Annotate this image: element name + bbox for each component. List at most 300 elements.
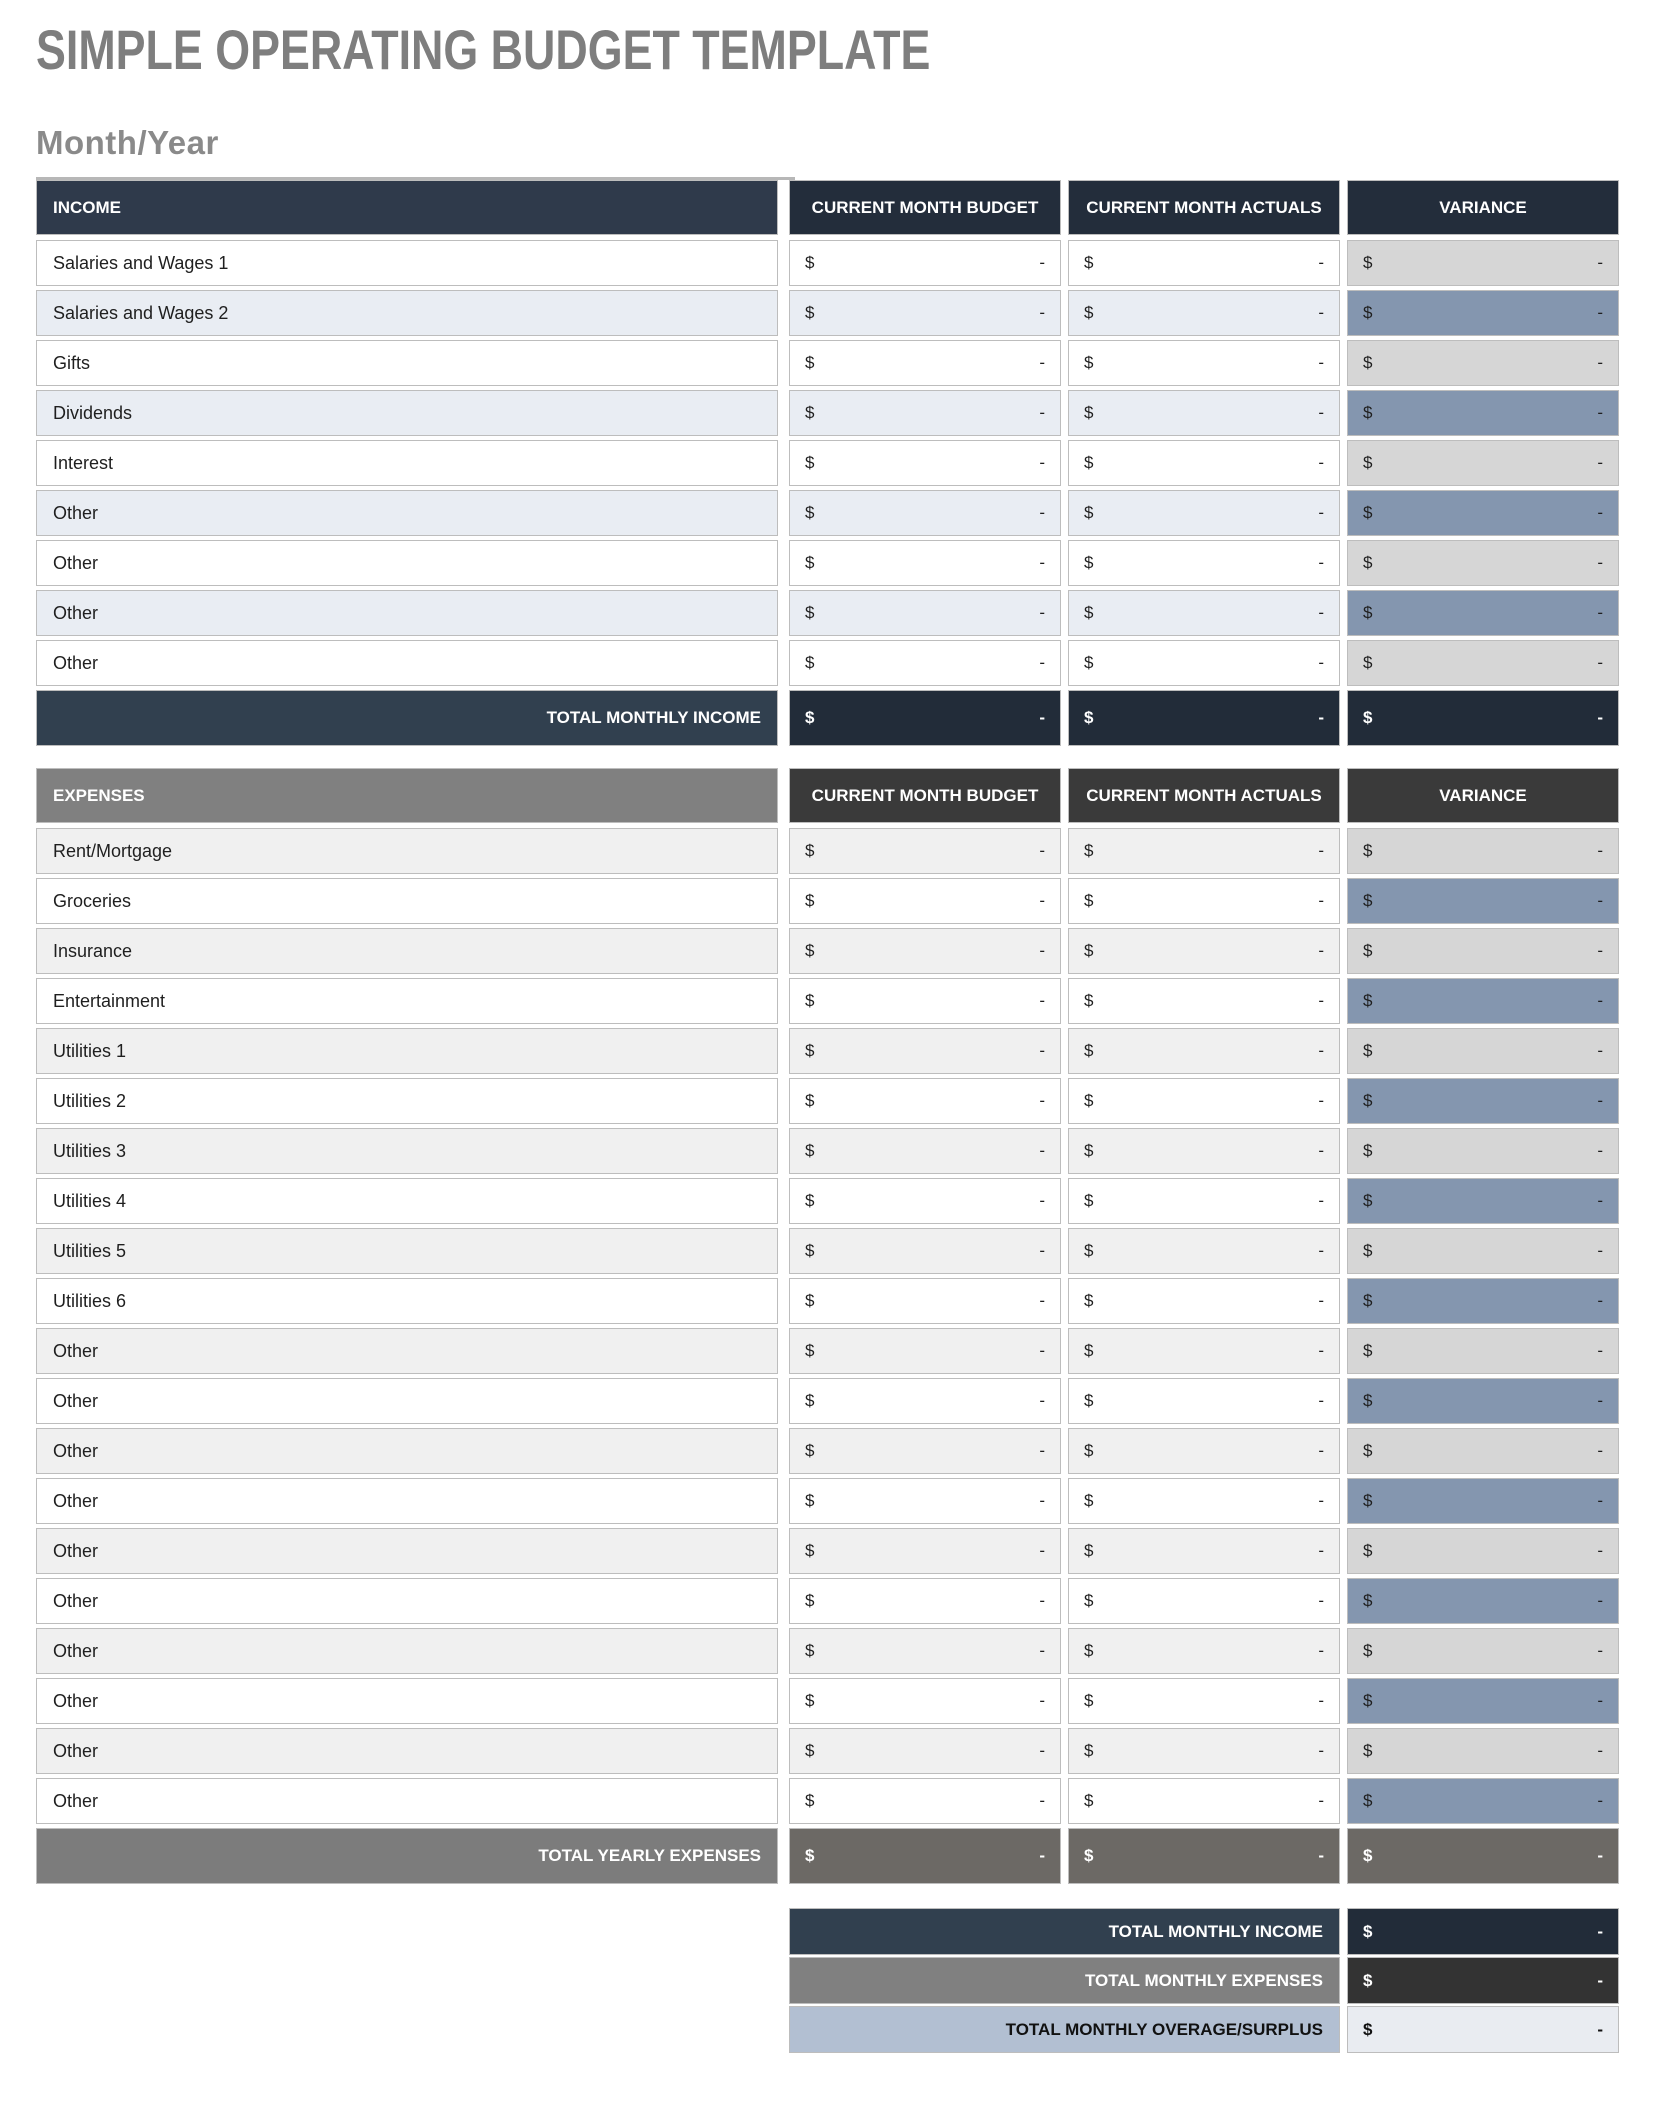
current-month-actuals-cell[interactable] [1068,290,1340,336]
currency-symbol: $ [1084,841,1094,860]
currency-symbol: $ [1084,1791,1094,1810]
variance-cell[interactable] [1347,1678,1619,1724]
row-label-cell[interactable]: Utilities 4 [36,1178,778,1224]
row-label-cell[interactable]: Interest [36,440,778,486]
currency-symbol: $ [805,1391,815,1410]
current-month-actuals-cell[interactable] [1068,590,1340,636]
variance-cell[interactable] [1347,1428,1619,1474]
currency-symbol: $ [805,991,815,1010]
variance-cell[interactable] [1347,1028,1619,1074]
currency-symbol: $ [805,303,815,322]
empty-amount: - [1039,453,1045,472]
variance-cell[interactable] [1347,1278,1619,1324]
current-month-budget-cell[interactable] [789,1728,1061,1774]
row-label-cell[interactable]: Other [36,1478,778,1524]
expense-row [36,1028,1619,1074]
currency-symbol: $ [1084,1491,1094,1510]
income-header-current-month-budget: CURRENT MONTH BUDGET [789,180,1061,235]
empty-amount: - [1318,1591,1324,1610]
empty-amount: - [1039,1091,1045,1110]
current-month-actuals-cell[interactable] [1068,1478,1340,1524]
empty-amount: - [1597,403,1603,422]
row-label-cell[interactable]: Other [36,1528,778,1574]
row-label-cell[interactable]: Other [36,490,778,536]
month-year-label[interactable]: Month/Year [36,124,219,161]
currency-symbol: $ [1084,653,1094,672]
currency-symbol: $ [1363,1091,1373,1110]
variance-cell[interactable] [1347,1228,1619,1274]
currency-symbol: $ [805,1341,815,1360]
current-month-actuals-cell[interactable] [1068,1028,1340,1074]
expenses-total-row [36,1828,1619,1884]
expense-row [36,1528,1619,1574]
row-label-cell[interactable]: Utilities 3 [36,1128,778,1174]
current-month-budget-cell[interactable] [789,540,1061,586]
empty-amount: - [1597,503,1603,522]
currency-symbol: $ [1363,1741,1373,1760]
empty-amount: - [1039,403,1045,422]
income-header-row [36,180,1619,235]
currency-symbol: $ [805,1846,815,1865]
current-month-actuals-cell[interactable] [1068,1078,1340,1124]
currency-symbol: $ [1363,1846,1373,1865]
empty-amount: - [1318,1541,1324,1560]
empty-amount: - [1039,1741,1045,1760]
empty-amount: - [1597,991,1603,1010]
currency-symbol: $ [1084,991,1094,1010]
current-month-actuals-cell[interactable] [1068,1228,1340,1274]
empty-amount: - [1318,1141,1324,1160]
empty-amount: - [1039,603,1045,622]
empty-amount: - [1318,253,1324,272]
currency-symbol: $ [1084,891,1094,910]
current-month-budget-cell[interactable] [789,640,1061,686]
income-total-actuals-cell [1068,690,1340,746]
variance-cell[interactable] [1347,828,1619,874]
expense-row [36,828,1619,874]
currency-symbol: $ [1084,603,1094,622]
empty-amount: - [1039,1691,1045,1710]
current-month-actuals-cell[interactable] [1068,1678,1340,1724]
currency-symbol: $ [805,841,815,860]
currency-symbol: $ [1084,303,1094,322]
current-month-actuals-cell[interactable] [1068,340,1340,386]
empty-amount: - [1039,1041,1045,1060]
income-row [36,440,1619,486]
income-header-current-month-actuals: CURRENT MONTH ACTUALS [1068,180,1340,235]
current-month-budget-cell[interactable] [789,1028,1061,1074]
variance-cell[interactable] [1347,240,1619,286]
empty-amount: - [1597,1441,1603,1460]
empty-amount: - [1597,891,1603,910]
empty-amount: - [1318,941,1324,960]
currency-symbol: $ [805,453,815,472]
empty-amount: - [1039,1846,1045,1865]
currency-symbol: $ [805,1441,815,1460]
currency-symbol: $ [805,1541,815,1560]
currency-symbol: $ [805,1191,815,1210]
variance-cell[interactable] [1347,1578,1619,1624]
variance-cell[interactable] [1347,1378,1619,1424]
current-month-budget-cell[interactable] [789,340,1061,386]
summary-surplus-row [36,2006,1619,2053]
current-month-budget-cell[interactable] [789,390,1061,436]
empty-amount: - [1039,991,1045,1010]
current-month-budget-cell[interactable] [789,878,1061,924]
currency-symbol: $ [1084,1741,1094,1760]
empty-amount: - [1039,1341,1045,1360]
currency-symbol: $ [1084,708,1094,727]
row-label-cell[interactable]: Salaries and Wages 2 [36,290,778,336]
empty-amount: - [1318,1491,1324,1510]
currency-symbol: $ [1363,253,1373,272]
empty-amount: - [1318,1641,1324,1660]
empty-amount: - [1597,1391,1603,1410]
current-month-budget-cell[interactable] [789,1578,1061,1624]
page-title: SIMPLE OPERATING BUDGET TEMPLATE [36,18,931,81]
variance-cell[interactable] [1347,1628,1619,1674]
empty-amount: - [1597,603,1603,622]
empty-amount: - [1597,1791,1603,1810]
current-month-actuals-cell[interactable] [1068,1328,1340,1374]
expense-row [36,1278,1619,1324]
variance-cell[interactable] [1347,1178,1619,1224]
currency-symbol: $ [1084,1591,1094,1610]
expense-row [36,1378,1619,1424]
row-label-cell[interactable]: Utilities 2 [36,1078,778,1124]
current-month-actuals-cell[interactable] [1068,1428,1340,1474]
row-label-cell[interactable]: Other [36,1778,778,1824]
empty-amount: - [1039,1591,1045,1610]
expense-row [36,1678,1619,1724]
currency-symbol: $ [1363,1921,1373,1941]
expense-row [36,978,1619,1024]
currency-symbol: $ [1084,253,1094,272]
empty-amount: - [1318,453,1324,472]
expenses-header-current-month-budget: CURRENT MONTH BUDGET [789,768,1061,823]
currency-symbol: $ [805,503,815,522]
current-month-actuals-cell[interactable] [1068,640,1340,686]
variance-cell[interactable] [1347,1778,1619,1824]
summary-income-label: TOTAL MONTHLY INCOME [789,1908,1340,1955]
empty-amount: - [1039,253,1045,272]
currency-symbol: $ [805,553,815,572]
row-label-cell[interactable]: Utilities 5 [36,1228,778,1274]
current-month-budget-cell[interactable] [789,1328,1061,1374]
expenses-total-actuals-cell [1068,1828,1340,1884]
currency-symbol: $ [805,1491,815,1510]
currency-symbol: $ [805,941,815,960]
empty-amount: - [1597,1291,1603,1310]
empty-amount: - [1597,1541,1603,1560]
row-label-cell[interactable]: Gifts [36,340,778,386]
currency-symbol: $ [1363,1970,1373,1990]
current-month-actuals-cell[interactable] [1068,978,1340,1024]
variance-cell[interactable] [1347,440,1619,486]
current-month-actuals-cell[interactable] [1068,1578,1340,1624]
currency-symbol: $ [1363,2019,1373,2039]
empty-amount: - [1318,303,1324,322]
currency-symbol: $ [805,1791,815,1810]
current-month-actuals-cell[interactable] [1068,878,1340,924]
current-month-actuals-cell[interactable] [1068,1528,1340,1574]
currency-symbol: $ [1084,1041,1094,1060]
current-month-budget-cell[interactable] [789,1178,1061,1224]
current-month-budget-cell[interactable] [789,1528,1061,1574]
empty-amount: - [1318,403,1324,422]
empty-amount: - [1039,1791,1045,1810]
expenses-header-row [36,768,1619,823]
empty-amount: - [1597,1041,1603,1060]
current-month-actuals-cell[interactable] [1068,828,1340,874]
empty-amount: - [1597,841,1603,860]
current-month-actuals-cell[interactable] [1068,1178,1340,1224]
empty-amount: - [1039,553,1045,572]
income-row [36,590,1619,636]
empty-amount: - [1597,941,1603,960]
currency-symbol: $ [1084,1341,1094,1360]
variance-cell[interactable] [1347,978,1619,1024]
current-month-budget-cell[interactable] [789,1128,1061,1174]
variance-cell[interactable] [1347,1478,1619,1524]
current-month-actuals-cell[interactable] [1068,440,1340,486]
current-month-budget-cell[interactable] [789,1228,1061,1274]
empty-amount: - [1597,1921,1603,1941]
currency-symbol: $ [1363,891,1373,910]
empty-amount: - [1318,503,1324,522]
current-month-actuals-cell[interactable] [1068,1728,1340,1774]
currency-symbol: $ [805,1591,815,1610]
empty-amount: - [1597,708,1603,727]
currency-symbol: $ [1363,1341,1373,1360]
variance-cell[interactable] [1347,1128,1619,1174]
variance-cell[interactable] [1347,1728,1619,1774]
empty-amount: - [1597,303,1603,322]
row-label-cell[interactable]: Salaries and Wages 1 [36,240,778,286]
row-label-cell[interactable]: Entertainment [36,978,778,1024]
currency-symbol: $ [805,1091,815,1110]
current-month-actuals-cell[interactable] [1068,540,1340,586]
current-month-actuals-cell[interactable] [1068,1628,1340,1674]
currency-symbol: $ [805,1691,815,1710]
currency-symbol: $ [1363,403,1373,422]
empty-amount: - [1318,1341,1324,1360]
expenses-total-label: TOTAL YEARLY EXPENSES [36,1828,778,1884]
variance-cell[interactable] [1347,1078,1619,1124]
income-row [36,290,1619,336]
empty-amount: - [1039,841,1045,860]
currency-symbol: $ [1363,1691,1373,1710]
empty-amount: - [1039,1141,1045,1160]
current-month-budget-cell[interactable] [789,290,1061,336]
expense-row [36,1728,1619,1774]
currency-symbol: $ [1363,1191,1373,1210]
currency-symbol: $ [1363,1391,1373,1410]
empty-amount: - [1318,1741,1324,1760]
income-total-budget-cell [789,690,1061,746]
current-month-actuals-cell[interactable] [1068,928,1340,974]
row-label-cell[interactable]: Other [36,1328,778,1374]
row-label-cell[interactable]: Other [36,1728,778,1774]
current-month-budget-cell[interactable] [789,1778,1061,1824]
empty-amount: - [1039,941,1045,960]
expense-row [36,1228,1619,1274]
empty-amount: - [1597,1846,1603,1865]
currency-symbol: $ [1084,1191,1094,1210]
variance-cell[interactable] [1347,1528,1619,1574]
current-month-actuals-cell[interactable] [1068,1278,1340,1324]
currency-symbol: $ [805,891,815,910]
empty-amount: - [1597,553,1603,572]
row-label-cell[interactable]: Other [36,1378,778,1424]
variance-cell[interactable] [1347,490,1619,536]
empty-amount: - [1597,1741,1603,1760]
current-month-budget-cell[interactable] [789,1278,1061,1324]
currency-symbol: $ [1084,1391,1094,1410]
currency-symbol: $ [1084,1241,1094,1260]
page-content [36,0,1619,2055]
empty-amount: - [1597,1641,1603,1660]
expense-row [36,1328,1619,1374]
variance-cell[interactable] [1347,390,1619,436]
currency-symbol: $ [1363,1441,1373,1460]
current-month-actuals-cell[interactable] [1068,1378,1340,1424]
row-label-cell[interactable]: Other [36,590,778,636]
variance-cell[interactable] [1347,1328,1619,1374]
variance-cell[interactable] [1347,878,1619,924]
current-month-budget-cell[interactable] [789,1378,1061,1424]
expense-row [36,1128,1619,1174]
income-row [36,390,1619,436]
currency-symbol: $ [805,1041,815,1060]
currency-symbol: $ [1363,1641,1373,1660]
currency-symbol: $ [1084,403,1094,422]
empty-amount: - [1039,891,1045,910]
currency-symbol: $ [1084,1291,1094,1310]
current-month-budget-cell[interactable] [789,1428,1061,1474]
summary-expenses-value-cell [1347,1957,1619,2004]
currency-symbol: $ [1363,941,1373,960]
empty-amount: - [1039,1641,1045,1660]
expenses-table [36,768,1619,1884]
income-total-label: TOTAL MONTHLY INCOME [36,690,778,746]
current-month-actuals-cell[interactable] [1068,1778,1340,1824]
currency-symbol: $ [1084,1846,1094,1865]
current-month-budget-cell[interactable] [789,1078,1061,1124]
variance-cell[interactable] [1347,928,1619,974]
income-row [36,490,1619,536]
income-row [36,540,1619,586]
empty-amount: - [1039,1541,1045,1560]
currency-symbol: $ [1363,353,1373,372]
row-label-cell[interactable]: Other [36,1628,778,1674]
row-label-cell[interactable]: Insurance [36,928,778,974]
income-total-variance-cell [1347,690,1619,746]
currency-symbol: $ [1363,841,1373,860]
expense-row [36,1578,1619,1624]
current-month-budget-cell[interactable] [789,1678,1061,1724]
current-month-actuals-cell[interactable] [1068,490,1340,536]
expense-row [36,1628,1619,1674]
variance-cell[interactable] [1347,540,1619,586]
currency-symbol: $ [1363,453,1373,472]
empty-amount: - [1318,653,1324,672]
row-label-cell[interactable]: Dividends [36,390,778,436]
currency-symbol: $ [1084,1091,1094,1110]
summary-expenses-label: TOTAL MONTHLY EXPENSES [789,1957,1340,2004]
summary-surplus-label: TOTAL MONTHLY OVERAGE/SURPLUS [789,2006,1340,2053]
current-month-budget-cell[interactable] [789,590,1061,636]
row-label-cell[interactable]: Other [36,1678,778,1724]
current-month-budget-cell[interactable] [789,440,1061,486]
currency-symbol: $ [1084,1541,1094,1560]
empty-amount: - [1597,253,1603,272]
empty-amount: - [1318,708,1324,727]
empty-amount: - [1318,991,1324,1010]
empty-amount: - [1318,1441,1324,1460]
currency-symbol: $ [805,1241,815,1260]
empty-amount: - [1039,1441,1045,1460]
currency-symbol: $ [1363,1791,1373,1810]
currency-symbol: $ [1363,1291,1373,1310]
variance-cell[interactable] [1347,590,1619,636]
row-label-cell[interactable]: Other [36,640,778,686]
income-rows [36,240,1619,686]
row-label-cell[interactable]: Groceries [36,878,778,924]
empty-amount: - [1318,891,1324,910]
currency-symbol: $ [1084,1441,1094,1460]
empty-amount: - [1039,1191,1045,1210]
income-table [36,180,1619,746]
empty-amount: - [1597,1191,1603,1210]
currency-symbol: $ [805,353,815,372]
currency-symbol: $ [1363,1591,1373,1610]
current-month-actuals-cell[interactable] [1068,390,1340,436]
empty-amount: - [1039,353,1045,372]
income-header-label: INCOME [36,180,778,235]
row-label-cell[interactable]: Other [36,1428,778,1474]
current-month-budget-cell[interactable] [789,240,1061,286]
expense-row [36,1778,1619,1824]
current-month-budget-cell[interactable] [789,928,1061,974]
expenses-header-current-month-actuals: CURRENT MONTH ACTUALS [1068,768,1340,823]
current-month-actuals-cell[interactable] [1068,240,1340,286]
current-month-budget-cell[interactable] [789,1478,1061,1524]
row-label-cell[interactable]: Rent/Mortgage [36,828,778,874]
current-month-budget-cell[interactable] [789,490,1061,536]
expense-row [36,1078,1619,1124]
expense-row [36,1478,1619,1524]
row-label-cell[interactable]: Other [36,1578,778,1624]
current-month-actuals-cell[interactable] [1068,1128,1340,1174]
current-month-budget-cell[interactable] [789,1628,1061,1674]
variance-cell[interactable] [1347,640,1619,686]
empty-amount: - [1597,353,1603,372]
current-month-budget-cell[interactable] [789,978,1061,1024]
empty-amount: - [1039,1241,1045,1260]
row-label-cell[interactable]: Utilities 6 [36,1278,778,1324]
variance-cell[interactable] [1347,290,1619,336]
current-month-budget-cell[interactable] [789,828,1061,874]
empty-amount: - [1597,453,1603,472]
summary-surplus-value-cell [1347,2006,1619,2053]
summary-income-value-cell [1347,1908,1619,1955]
variance-cell[interactable] [1347,340,1619,386]
income-row [36,640,1619,686]
row-label-cell[interactable]: Other [36,540,778,586]
empty-amount: - [1318,1791,1324,1810]
row-label-cell[interactable]: Utilities 1 [36,1028,778,1074]
